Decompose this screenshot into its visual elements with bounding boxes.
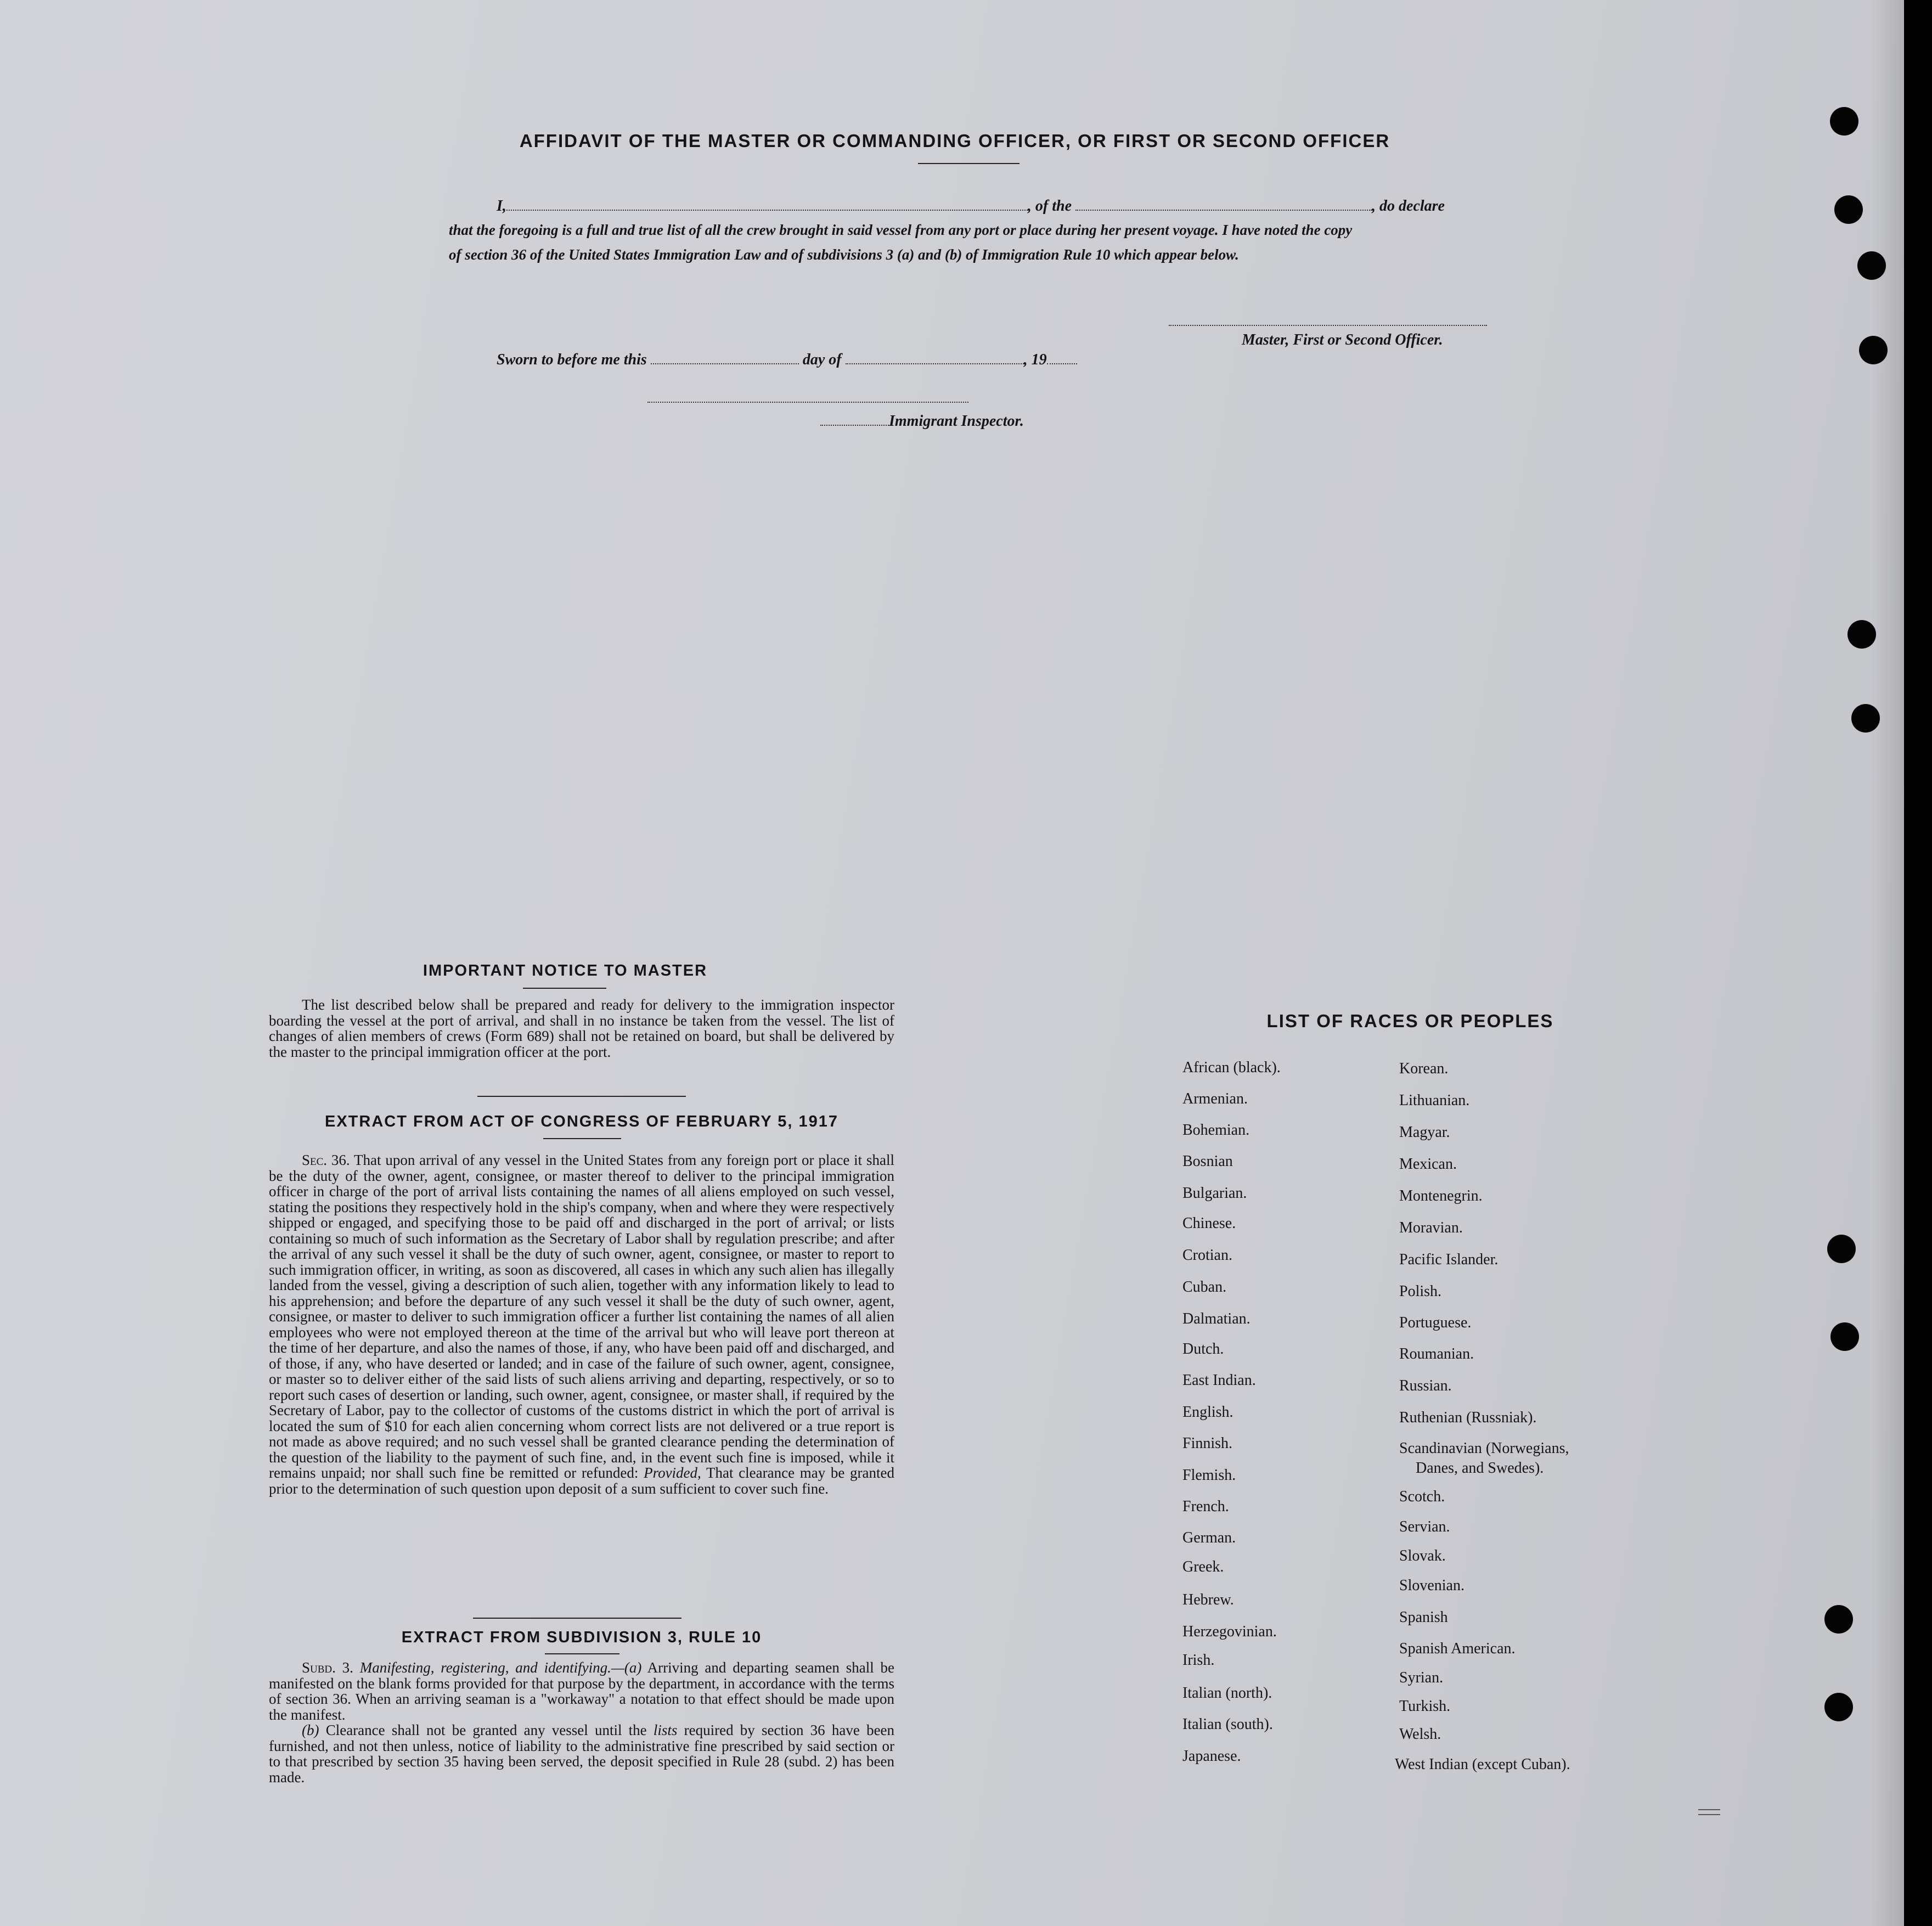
part-a-label: —(a): [611, 1659, 642, 1676]
binder-hole: [1827, 1235, 1856, 1263]
sworn-day-blank[interactable]: [651, 363, 799, 364]
sworn-year-blank[interactable]: [1047, 363, 1077, 364]
binder-hole: [1851, 704, 1880, 733]
part-b-lists: lists: [653, 1722, 678, 1738]
binder-hole: [1834, 195, 1863, 224]
affidavit-line-2: that the foregoing is a full and true list of all the crew brought in said vessel from any port or place during her present voyage. I have noted the copy: [449, 222, 1353, 238]
race-item: Bulgarian.: [1182, 1185, 1247, 1202]
race-item: Mexican.: [1399, 1156, 1457, 1173]
race-item: German.: [1182, 1529, 1236, 1546]
rule-title: EXTRACT FROM SUBDIVISION 3, RULE 10: [401, 1629, 762, 1646]
race-item: Korean.: [1399, 1060, 1449, 1077]
act-text-block: [269, 1152, 894, 1496]
race-item: Crotian.: [1182, 1247, 1232, 1264]
act-divider: [473, 1618, 681, 1619]
binder-hole: [1859, 336, 1888, 364]
race-item: English.: [1182, 1404, 1233, 1421]
affidavit-i-label: I,: [497, 198, 506, 215]
of-the-label: , of the: [1027, 198, 1072, 215]
race-item: Bosnian: [1182, 1153, 1233, 1170]
year-prefix: , 19: [1023, 351, 1047, 368]
affidavit-title-rule: [918, 163, 1019, 164]
race-item: Slovak.: [1399, 1547, 1446, 1564]
signature-label: Master, First or Second Officer.: [1242, 331, 1443, 348]
race-item: Welsh.: [1399, 1726, 1441, 1743]
race-item: Finnish.: [1182, 1435, 1233, 1452]
race-item: West Indian (except Cuban).: [1395, 1756, 1570, 1773]
inspector-signature-line: [647, 401, 968, 403]
race-item: Spanish: [1399, 1609, 1448, 1626]
inspector-label: Immigrant Inspector.: [889, 413, 1024, 430]
binder-hole: [1857, 251, 1886, 280]
notice-divider: [477, 1096, 686, 1097]
race-item: Turkish.: [1399, 1698, 1451, 1715]
part-b-text-1: Clearance shall not be granted any vessel until the: [325, 1722, 647, 1738]
inspector-line: [820, 413, 1024, 430]
races-title: LIST OF RACES OR PEOPLES: [1266, 1011, 1554, 1031]
race-item: Irish.: [1182, 1652, 1215, 1669]
race-item: Flemish.: [1182, 1467, 1236, 1484]
binder-hole: [1847, 620, 1876, 649]
binder-hole: [1824, 1693, 1853, 1721]
margin-mark: [1698, 1809, 1720, 1810]
margin-mark: [1698, 1814, 1720, 1815]
subd-label: Subd. 3.: [302, 1659, 353, 1676]
sworn-line: [497, 351, 1077, 369]
signature-line: [1169, 324, 1487, 326]
race-item: Spanish American.: [1399, 1640, 1516, 1657]
provided-label: Provided,: [644, 1465, 701, 1481]
notice-text: The list described below shall be prepared and ready for delivery to the immigration inspector boarding the vessel at the port of arrival, and shall in no instance be taken from the vessel. The list of changes of alien members of crews (Form 689) shall not be retained on board, but shall be delivered by the master to the principal immigration officer at the port.: [269, 996, 894, 1060]
act-title-rule: [543, 1138, 621, 1139]
day-of-label: day of: [802, 351, 842, 368]
sworn-month-blank[interactable]: [846, 363, 1024, 364]
race-item: Ruthenian (Russniak).: [1399, 1409, 1537, 1426]
inspector-blank[interactable]: [820, 425, 889, 426]
race-item: Moravian.: [1399, 1219, 1463, 1236]
subd-heading: Manifesting, registering, and identifying.: [359, 1659, 611, 1676]
part-a-text: Arriving and departing seamen shall be manifested on the blank forms provided for that purpose by the department, in accordance with the terms of section 36. When an arriving seaman is a "workaway" a notation to that effect should be made upon the manifest.: [269, 1659, 894, 1723]
race-item: Dutch.: [1182, 1341, 1224, 1358]
section-36-text: That upon arrival of any vessel in the United States from any foreign port or place it shall be the duty of the owner, agent, consignee, or master thereof to deliver to the principal immigration officer in charge of the port of arrival lists containing the names of all aliens employed on such vessel, stating the positions they respectively hold in the ship's company, when and where they were respectively shipped or engaged, and specifying those to be paid off and discharged in the port of arrival; or lists containing so much of such information as the Secretary of Labor shall by regulation prescribe; and after the arrival of any such vessel it shall be the duty of such owner, agent, consignee, or master to report to such immigration officer, in writing, as soon as discovered, all cases in which any such alien has illegally landed from the vessel, giving a description of such alien, together with any information likely to lead to his apprehension; and before the departure of any such vessel it shall be the duty of such owner, agent, consignee, or master to deliver to such immigration officer a further list containing the names of all alien employees who were not employed thereon at the time of the arrival but who will leave port thereon at the time of her departure, and also the names of those, if any, who have been paid off and discharged, and of those, if any, who have deserted or landed; and in case of the failure of such owner, agent, consignee, or master so to deliver either of the said lists of such aliens arriving and departing, respectively, or so to report such cases of desertion or landing, such owner, agent, consignee, or master shall, if required by the Secretary of Labor, pay to the collector of customs of the customs district in which the port of arrival is located the sum of $10 for each alien concerning whom correct lists are not delivered or a true report is not made as above required; and no such vessel shall be granted clearance pending the determination of the question of the liability to the payment of such fine, and, in the event such fine is imposed, while it remains unpaid; nor shall such fine be remitted or refunded:: [269, 1152, 894, 1481]
affidavit-title: AFFIDAVIT OF THE MASTER OR COMMANDING OFFICER, OR FIRST OR SECOND OFFICER: [519, 131, 1390, 151]
affidavit-line-1: [497, 198, 1445, 215]
act-title: EXTRACT FROM ACT OF CONGRESS OF FEBRUARY 5, 1917: [324, 1113, 839, 1130]
race-item: Scotch.: [1399, 1488, 1445, 1505]
provided-text: That clearance may be granted prior to the determination of such question upon deposit of a sum sufficient to cover such fine.: [269, 1465, 895, 1497]
race-item: Scandinavian (Norwegians,: [1399, 1440, 1569, 1457]
race-item: East Indian.: [1182, 1372, 1256, 1389]
binder-hole: [1830, 1322, 1859, 1351]
binder-hole: [1830, 107, 1858, 136]
race-item: Roumanian.: [1399, 1345, 1474, 1362]
race-item: French.: [1182, 1498, 1229, 1515]
race-item: Portuguese.: [1399, 1314, 1472, 1331]
part-b-label: (b): [302, 1722, 319, 1738]
race-item: Armenian.: [1182, 1090, 1248, 1107]
section-label: Sec. 36.: [302, 1152, 350, 1168]
race-item: Hebrew.: [1182, 1591, 1234, 1608]
race-item: Magyar.: [1399, 1124, 1450, 1141]
race-item: Bohemian.: [1182, 1122, 1250, 1139]
race-item: Slovenian.: [1399, 1577, 1465, 1594]
race-item: Danes, and Swedes).: [1416, 1460, 1544, 1477]
name-blank[interactable]: [506, 210, 1028, 211]
vessel-blank[interactable]: [1075, 210, 1372, 211]
notice-title-rule: [523, 988, 606, 989]
race-item: Servian.: [1399, 1518, 1450, 1535]
do-declare-label: , do declare: [1372, 198, 1445, 215]
race-item: African (black).: [1182, 1059, 1281, 1076]
affidavit-line-3: of section 36 of the United States Immigration Law and of subdivisions 3 (a) and (b) of Immigration Rule 10 which appear below.: [449, 246, 1239, 263]
race-item: Russian.: [1399, 1377, 1452, 1394]
rule-text-block: [269, 1660, 894, 1785]
race-item: Syrian.: [1399, 1669, 1444, 1686]
race-item: Montenegrin.: [1399, 1187, 1483, 1204]
race-item: Dalmatian.: [1182, 1310, 1251, 1327]
race-item: Italian (south).: [1182, 1716, 1273, 1733]
part-b-text-2: required by section 36 have been furnished, and not then unless, notice of liability to the administrative fine prescribed by said section or to that prescribed by section 35 having been served, the deposit specified in Rule 28 (subd. 2) has been made.: [269, 1722, 895, 1786]
sworn-label: Sworn to before me this: [497, 351, 647, 368]
notice-title: IMPORTANT NOTICE TO MASTER: [423, 962, 708, 979]
race-item: Japanese.: [1182, 1748, 1241, 1765]
race-item: Lithuanian.: [1399, 1092, 1470, 1109]
binder-hole: [1824, 1605, 1853, 1634]
race-item: Chinese.: [1182, 1215, 1236, 1232]
race-item: Pacific Islander.: [1399, 1251, 1499, 1268]
race-item: Polish.: [1399, 1283, 1442, 1300]
notice-text-block: [269, 997, 894, 1060]
race-item: Greek.: [1182, 1558, 1224, 1575]
rule-title-rule: [545, 1653, 619, 1654]
race-item: Herzegovinian.: [1182, 1623, 1277, 1640]
race-item: Cuban.: [1182, 1279, 1227, 1296]
race-item: Italian (north).: [1182, 1685, 1272, 1702]
